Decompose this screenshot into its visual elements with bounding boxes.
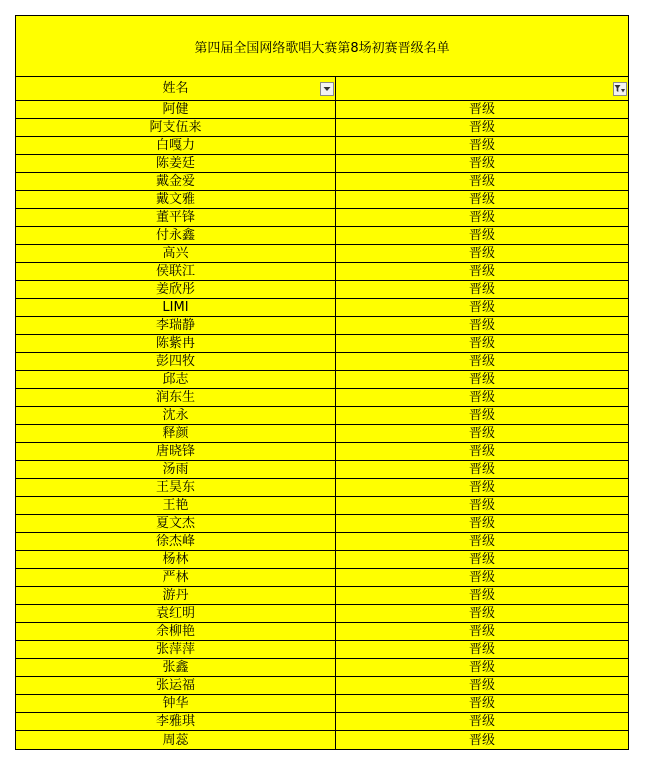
name-cell[interactable]: 余柳艳 [16, 623, 336, 640]
name-cell[interactable]: 沈永 [16, 407, 336, 424]
status-cell[interactable]: 晋级 [468, 390, 495, 405]
status-cell[interactable]: 晋级 [468, 678, 495, 693]
table-row [16, 659, 628, 677]
name-cell[interactable]: LIMI [16, 299, 336, 316]
name-cell[interactable]: 汤雨 [16, 461, 336, 478]
name-cell[interactable]: 阿支伍来 [16, 119, 336, 136]
status-cell[interactable]: 晋级 [468, 408, 495, 423]
table-row [16, 101, 628, 119]
status-cell[interactable]: 晋级 [468, 696, 495, 711]
status-cell[interactable]: 晋级 [468, 372, 495, 387]
status-cell[interactable]: 晋级 [468, 336, 495, 351]
status-cell[interactable]: 晋级 [468, 444, 495, 459]
status-cell[interactable]: 晋级 [468, 264, 495, 279]
name-cell[interactable]: 陈姜廷 [16, 155, 336, 172]
status-cell[interactable]: 晋级 [468, 534, 495, 549]
name-cell[interactable]: 阿健 [16, 101, 336, 118]
table-row [16, 695, 628, 713]
table-row [16, 317, 628, 335]
table-row [16, 677, 628, 695]
name-cell[interactable]: 游丹 [16, 587, 336, 604]
name-cell[interactable]: 邱志 [16, 371, 336, 388]
table-row [16, 263, 628, 281]
name-cell[interactable]: 付永鑫 [16, 227, 336, 244]
status-cell[interactable]: 晋级 [468, 480, 495, 495]
name-cell[interactable]: 白嘎力 [16, 137, 336, 154]
status-cell[interactable]: 晋级 [468, 624, 495, 639]
name-cell[interactable]: 彭四牧 [16, 353, 336, 370]
status-cell[interactable]: 晋级 [468, 192, 495, 207]
table-row [16, 443, 628, 461]
column-header-name[interactable] [16, 77, 336, 100]
status-cell[interactable]: 晋级 [468, 660, 495, 675]
status-cell[interactable]: 晋级 [468, 300, 495, 315]
sheet-title: 第四届全国网络歌唱大赛第8场初赛晋级名单 [16, 16, 628, 77]
name-cell[interactable]: 李雅琪 [16, 713, 336, 730]
table-row [16, 227, 628, 245]
name-cell[interactable]: 陈紫冉 [16, 335, 336, 352]
status-cell[interactable]: 晋级 [468, 138, 495, 153]
name-cell[interactable]: 释颜 [16, 425, 336, 442]
name-cell[interactable]: 戴文雅 [16, 191, 336, 208]
filter-active-icon[interactable] [613, 82, 627, 96]
table-row [16, 335, 628, 353]
status-cell[interactable]: 晋级 [468, 714, 495, 729]
table-row [16, 299, 628, 317]
status-cell[interactable]: 晋级 [468, 516, 495, 531]
status-cell[interactable]: 晋级 [468, 174, 495, 189]
status-cell[interactable]: 晋级 [468, 228, 495, 243]
table-row [16, 605, 628, 623]
table-row [16, 623, 628, 641]
table-row [16, 389, 628, 407]
table-row [16, 533, 628, 551]
table-row [16, 371, 628, 389]
name-cell[interactable]: 夏文杰 [16, 515, 336, 532]
table-row [16, 461, 628, 479]
status-cell[interactable]: 晋级 [468, 606, 495, 621]
status-cell[interactable]: 晋级 [468, 426, 495, 441]
name-cell[interactable]: 杨林 [16, 551, 336, 568]
table-row [16, 191, 628, 209]
table-row [16, 641, 628, 659]
name-cell[interactable]: 王昊东 [16, 479, 336, 496]
status-cell[interactable]: 晋级 [468, 588, 495, 603]
name-cell[interactable]: 徐杰峰 [16, 533, 336, 550]
table-row [16, 209, 628, 227]
data-rows [16, 101, 628, 749]
table-row [16, 713, 628, 731]
name-cell[interactable]: 唐晓锋 [16, 443, 336, 460]
name-cell[interactable]: 袁红明 [16, 605, 336, 622]
status-cell[interactable]: 晋级 [468, 732, 495, 748]
status-cell[interactable]: 晋级 [468, 570, 495, 585]
name-cell[interactable]: 侯联江 [16, 263, 336, 280]
name-cell[interactable]: 王艳 [16, 497, 336, 514]
table-row [16, 497, 628, 515]
status-cell[interactable]: 晋级 [468, 498, 495, 513]
status-cell[interactable]: 晋级 [468, 246, 495, 261]
table-row [16, 551, 628, 569]
table-row [16, 587, 628, 605]
spreadsheet-table [15, 15, 629, 750]
name-cell[interactable]: 润东生 [16, 389, 336, 406]
table-row [16, 407, 628, 425]
header-row [16, 77, 628, 101]
column-header-status[interactable] [336, 77, 628, 100]
status-cell[interactable]: 晋级 [468, 120, 495, 135]
name-cell[interactable]: 姜欣彤 [16, 281, 336, 298]
table-row [16, 281, 628, 299]
name-cell[interactable]: 钟华 [16, 695, 336, 712]
table-row [16, 425, 628, 443]
table-row [16, 569, 628, 587]
name-cell[interactable]: 李瑞静 [16, 317, 336, 334]
table-row [16, 353, 628, 371]
status-cell[interactable]: 晋级 [468, 642, 495, 657]
name-cell[interactable]: 张鑫 [16, 659, 336, 676]
name-cell[interactable]: 张运福 [16, 677, 336, 694]
name-cell[interactable]: 张萍萍 [16, 641, 336, 658]
table-row [16, 173, 628, 191]
name-cell[interactable]: 董平锋 [16, 209, 336, 226]
table-row [16, 479, 628, 497]
name-cell[interactable]: 高兴 [16, 245, 336, 262]
status-cell[interactable]: 晋级 [468, 318, 495, 333]
table-row [16, 155, 628, 173]
name-cell[interactable]: 严林 [16, 569, 336, 586]
table-row [16, 119, 628, 137]
status-cell[interactable]: 晋级 [468, 282, 495, 297]
table-row [16, 515, 628, 533]
status-cell[interactable]: 晋级 [468, 552, 495, 567]
column-header-name-label: 姓名 [162, 81, 189, 96]
name-cell[interactable]: 周蕊 [16, 731, 336, 749]
status-cell[interactable]: 晋级 [468, 210, 495, 225]
status-cell[interactable]: 晋级 [468, 102, 495, 117]
name-cell[interactable]: 戴金爱 [16, 173, 336, 190]
status-cell[interactable]: 晋级 [468, 354, 495, 369]
table-row [16, 731, 628, 749]
status-cell[interactable]: 晋级 [468, 462, 495, 477]
dropdown-arrow-icon[interactable] [320, 82, 334, 96]
table-row [16, 245, 628, 263]
table-row [16, 137, 628, 155]
status-cell[interactable]: 晋级 [468, 156, 495, 171]
